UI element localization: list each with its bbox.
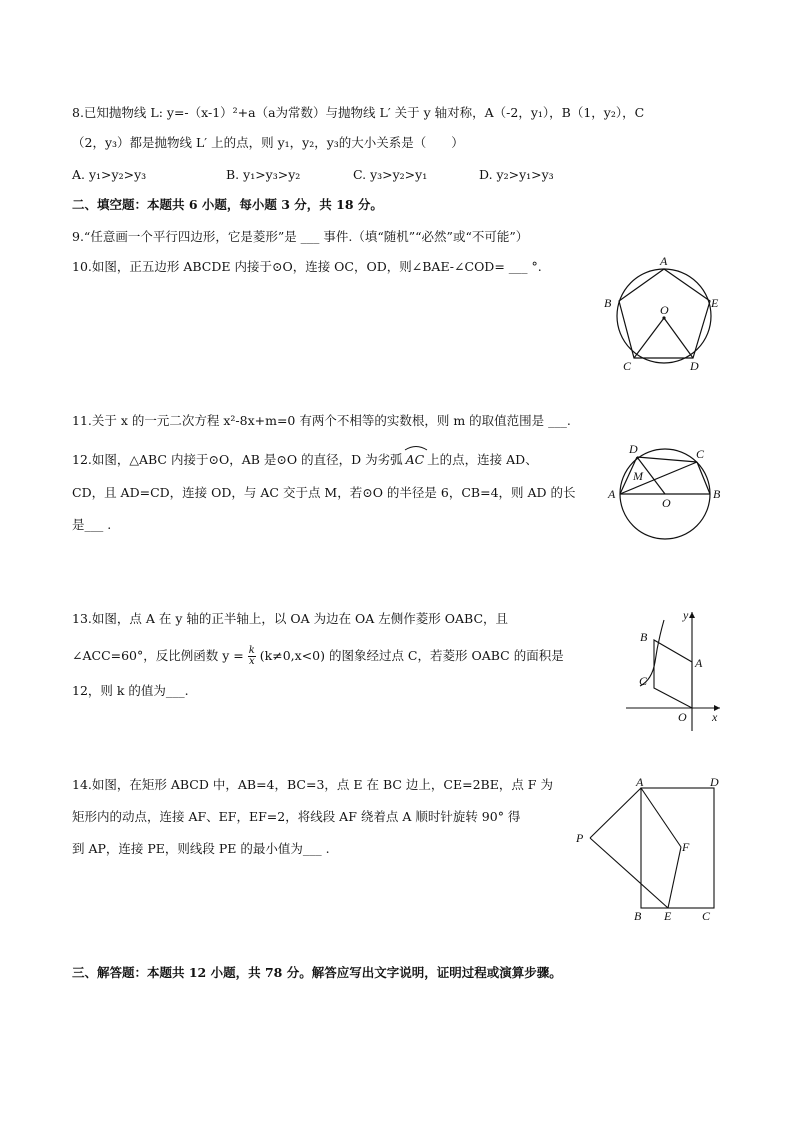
q13-coordinate-figure bbox=[620, 604, 730, 734]
q12-label-o: O bbox=[662, 496, 671, 510]
q8-option-c: C. y₃>y₂>y₁ bbox=[353, 167, 428, 182]
q13-rhombus-oabc bbox=[654, 640, 692, 708]
q12-segment-cb bbox=[697, 462, 710, 494]
q13-label-y: y bbox=[683, 608, 689, 622]
q13-y-axis-arrow-icon bbox=[689, 612, 695, 618]
q11-text: 11.关于 x 的一元二次方程 x²-8x+m=0 有两个不相等的实数根，则 m 的取值范围是 ___. bbox=[72, 413, 571, 428]
q8-line-2: （2，y₃）都是抛物线 L′ 上的点，则 y₁，y₂，y₃的大小关系是（ ） bbox=[72, 135, 464, 150]
q10-label-e: E bbox=[711, 296, 719, 310]
q10-label-d: D bbox=[690, 359, 699, 373]
q14-label-c: C bbox=[702, 909, 711, 923]
q9-text: 9.“任意画一个平行四边形，它是菱形”是 ___ 事件.（填“随机”“必然”或“不可能”） bbox=[72, 229, 529, 244]
q8-option-b: B. y₁>y₃>y₂ bbox=[226, 167, 301, 182]
q12-arc-mark-icon bbox=[404, 445, 428, 451]
q14-rectangle-abcd bbox=[641, 788, 714, 908]
q14-segment-ef bbox=[668, 847, 681, 908]
q12-segment-cd bbox=[637, 457, 697, 462]
q14-label-a: A bbox=[636, 775, 644, 789]
q12-line-3: 是___ . bbox=[72, 517, 112, 532]
q10-label-b: B bbox=[604, 296, 612, 310]
q10-label-c: C bbox=[623, 359, 632, 373]
q8-option-d: D. y₂>y₁>y₃ bbox=[479, 167, 554, 182]
section-3-heading: 三、解答题：本题共 12 小题，共 78 分。解答应写出文字说明，证明过程或演算步骤。 bbox=[72, 965, 562, 980]
q13-label-o: O bbox=[678, 710, 687, 724]
q14-label-e: E bbox=[664, 909, 672, 923]
q13-label-x: x bbox=[712, 710, 718, 724]
q8-line-1: 8.已知抛物线 L: y=-（x-1）²+a（a为常数）与抛物线 L′ 关于 y 轴对称，A（-2，y₁），B（1，y₂），C bbox=[72, 105, 645, 120]
q12-label-b: B bbox=[713, 487, 721, 501]
q13-label-c: C bbox=[639, 674, 648, 688]
q10-segment-oc bbox=[634, 318, 664, 358]
q14-segment-ap bbox=[590, 788, 641, 838]
q12-line-1-start: 12.如图，△ABC 内接于⊙O，AB 是⊙O 的直径，D 为劣弧 bbox=[72, 452, 403, 467]
q13-line-3: 12，则 k 的值为___. bbox=[72, 683, 189, 698]
q12-line-1-end: 上的点，连接 AD、 bbox=[427, 452, 538, 467]
q10-label-a: A bbox=[660, 254, 668, 268]
q12-line-1 bbox=[72, 447, 538, 469]
q13-label-b: B bbox=[640, 630, 648, 644]
q13-line-2 bbox=[72, 646, 564, 667]
q13-line-2-end: (k≠0,x<0) 的图象经过点 C，若菱形 OABC 的面积是 bbox=[259, 648, 564, 663]
q14-label-d: D bbox=[710, 775, 719, 789]
q10-label-o: O bbox=[660, 303, 669, 317]
q10-text: 10.如图，正五边形 ABCDE 内接于⊙O，连接 OC，OD，则∠BAE-∠COD= ___ °. bbox=[72, 259, 542, 274]
q13-line-1: 13.如图，点 A 在 y 轴的正半轴上，以 OA 为边在 OA 左侧作菱形 OABC，且 bbox=[72, 611, 509, 626]
q12-circle-figure bbox=[605, 440, 735, 550]
q14-rectangle-figure bbox=[570, 775, 730, 925]
q13-fraction-numerator: k bbox=[248, 645, 255, 656]
q12-arc-ac: AC bbox=[406, 447, 425, 469]
q13-label-a: A bbox=[695, 656, 703, 670]
q14-label-f: F bbox=[682, 840, 690, 854]
q14-line-1: 14.如图，在矩形 ABCD 中，AB=4，BC=3，点 E 在 BC 边上，CE=2BE，点 F 为 bbox=[72, 777, 553, 792]
q14-line-3: 到 AP，连接 PE，则线段 PE 的最小值为___ . bbox=[72, 841, 330, 856]
q12-label-a: A bbox=[608, 487, 616, 501]
q12-line-2: CD，且 AD=CD，连接 OD，与 AC 交于点 M，若⊙O 的半径是 6，CB=4，则 AD 的长 bbox=[72, 485, 576, 500]
q14-label-p: P bbox=[576, 831, 584, 845]
q13-line-2-start: ∠ACC=60°，反比例函数 y = bbox=[72, 648, 244, 663]
q13-fraction bbox=[248, 646, 256, 667]
section-2-heading: 二、填空题：本题共 6 小题，每小题 3 分，共 18 分。 bbox=[72, 197, 383, 212]
q10-segment-od bbox=[664, 318, 693, 358]
q14-segment-pe bbox=[590, 838, 668, 908]
q14-label-b: B bbox=[634, 909, 642, 923]
q14-line-2: 矩形内的动点，连接 AF、EF，EF=2，将线段 AF 绕着点 A 顺时针旋转 90° 得 bbox=[72, 809, 521, 824]
q8-option-a: A. y₁>y₂>y₃ bbox=[72, 167, 147, 182]
q12-label-d: D bbox=[629, 442, 638, 456]
q13-fraction-denominator: x bbox=[248, 656, 255, 667]
q14-segment-af bbox=[641, 788, 681, 847]
q10-pentagon-figure bbox=[598, 256, 728, 376]
q12-label-m: M bbox=[633, 469, 643, 483]
q12-segment-ac bbox=[620, 462, 697, 494]
q12-label-c: C bbox=[696, 447, 705, 461]
